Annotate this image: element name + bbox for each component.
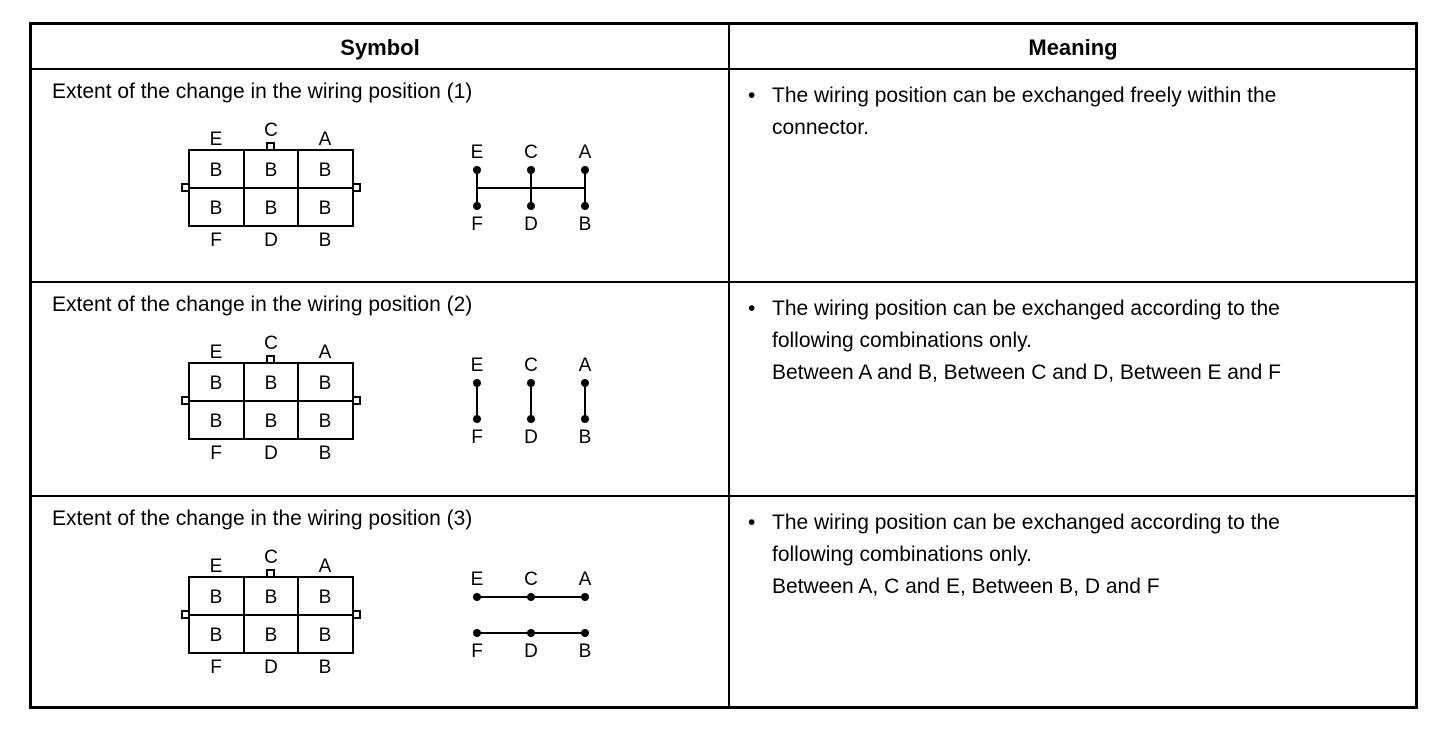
cell-label: B (318, 587, 332, 608)
table-row-3 (32, 497, 1415, 707)
pin-label: F (210, 443, 222, 464)
pin-label: F (471, 641, 483, 662)
meaning-text (748, 293, 1388, 389)
pin-label: B (578, 427, 592, 448)
cell-label: B (318, 160, 332, 181)
pin-label: F (210, 230, 222, 251)
pin-label: A (578, 142, 592, 163)
pin-label: B (578, 214, 592, 235)
cell-label: B (209, 373, 223, 394)
meaning-text (748, 507, 1388, 603)
pin-label: F (471, 214, 483, 235)
pin-label: C (264, 120, 278, 141)
bullet-icon: • (748, 84, 756, 107)
meaning-line: The wiring position can be exchanged according to the (772, 297, 1280, 320)
cell-label: B (209, 625, 223, 646)
cell-label: B (209, 160, 223, 181)
cell-label: B (264, 160, 278, 181)
pin-label: C (524, 142, 538, 163)
cell-label: B (209, 198, 223, 219)
cell-label: B (209, 411, 223, 432)
connector-diagram-2 (172, 325, 612, 485)
table-row-2 (32, 283, 1415, 495)
pin-label: D (264, 443, 278, 464)
pin-label: F (471, 427, 483, 448)
pin-label: C (524, 355, 538, 376)
meaning-text (748, 80, 1388, 144)
pin-label: B (318, 230, 332, 251)
meaning-line: following combinations only. (772, 543, 1032, 566)
connector-diagram-1 (172, 112, 612, 272)
cell-label: B (318, 411, 332, 432)
pin-label: E (470, 569, 484, 590)
row-title: Extent of the change in the wiring position (2) (52, 293, 473, 316)
pin-label: C (264, 547, 278, 568)
cell-label: B (264, 373, 278, 394)
pin-label: E (209, 129, 223, 150)
pin-label: C (524, 569, 538, 590)
pin-label: C (264, 333, 278, 354)
header-symbol: Symbol (340, 35, 420, 60)
meaning-line: connector. (772, 116, 869, 139)
pin-label: B (318, 657, 332, 678)
pin-label: A (318, 342, 332, 363)
pin-label: A (578, 355, 592, 376)
pin-label: D (264, 657, 278, 678)
meaning-line: Between A, C and E, Between B, D and F (772, 575, 1160, 598)
pin-label: F (210, 657, 222, 678)
cell-label: B (264, 587, 278, 608)
meaning-line: Between A and B, Between C and D, Between E and F (772, 361, 1281, 384)
meaning-line: The wiring position can be exchanged according to the (772, 511, 1280, 534)
header-meaning: Meaning (1028, 35, 1118, 60)
cell-label: B (264, 198, 278, 219)
cell-label: B (318, 198, 332, 219)
pin-label: E (470, 142, 484, 163)
table-row-1 (32, 70, 1415, 281)
wiring-symbol-table (29, 22, 1418, 709)
pin-label: E (209, 556, 223, 577)
row-title: Extent of the change in the wiring position (1) (52, 80, 473, 103)
cell-label: B (318, 625, 332, 646)
pin-label: D (524, 427, 538, 448)
pin-label: D (524, 214, 538, 235)
pin-label: B (578, 641, 592, 662)
bullet-icon: • (748, 511, 756, 534)
cell-label: B (264, 411, 278, 432)
cell-label: B (318, 373, 332, 394)
bullet-icon: • (748, 297, 756, 320)
meaning-line: The wiring position can be exchanged freely within the (772, 84, 1277, 107)
pin-label: E (470, 355, 484, 376)
meaning-line: following combinations only. (772, 329, 1032, 352)
connector-diagram-3 (172, 539, 612, 699)
pin-label: D (524, 641, 538, 662)
pin-label: A (578, 569, 592, 590)
pin-label: B (318, 443, 332, 464)
pin-label: A (318, 556, 332, 577)
pin-label: D (264, 230, 278, 251)
row-title: Extent of the change in the wiring position (3) (52, 507, 473, 530)
pin-label: A (318, 129, 332, 150)
cell-label: B (264, 625, 278, 646)
cell-label: B (209, 587, 223, 608)
pin-label: E (209, 342, 223, 363)
